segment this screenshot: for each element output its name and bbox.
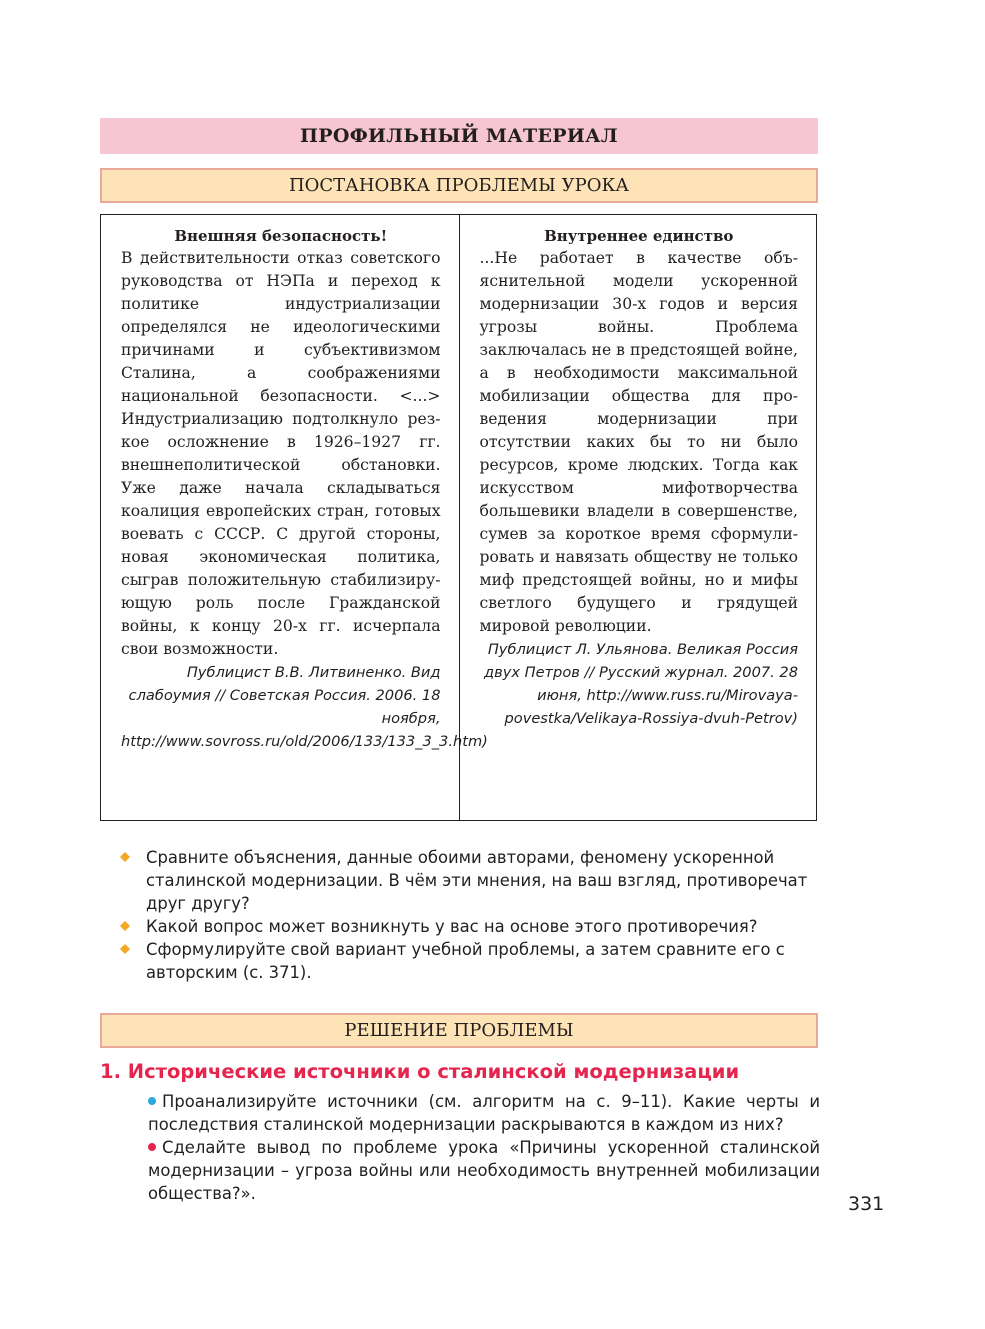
orange-diamond-bullet-icon — [120, 944, 130, 954]
source-left — [101, 215, 488, 820]
source-left-text: В действительности отказ советского руководства от НЭПа и переход к политике индустриализации определялся не идеологическими причинами и субъективизмом Сталина, а соображениями национальной безопасности. <...> Индустриализацию подтолкнуло резкое осложнение в 1926–1927 гг. внешнеполитической обстановки. Уже даже начала складываться коалиция европейских стран, готовых воевать с СССР. С другой стороны, новая экономическая политика, сыграв положительную стабилизирующую роль после Гражданской войны, к концу 20-х гг. исчерпала свои возможности. — [121, 249, 441, 658]
sources-table — [100, 214, 817, 821]
source-left-citation: Публицист В.В. Литвиненко. Вид слабоумия // Советская Россия. 2006. 18 ноября, http://www.sovross.ru/old/2006/133/133_3_3.htm) — [121, 664, 488, 750]
source-right — [459, 215, 817, 820]
red-dot-bullet-icon — [148, 1143, 156, 1151]
page-number: 331 — [848, 1193, 885, 1215]
source-right-citation: Публицист Л. Ульянова. Великая Россия двух Петров // Русский журнал. 2007. 28 июня, http://www.russ.ru/Mirovaya-povestka/Velikaya-Rossiya-dvuh-Petrov) — [484, 641, 798, 727]
task-item — [118, 846, 818, 915]
analysis-item — [148, 1090, 820, 1136]
task-list — [118, 846, 818, 984]
task-text: Сравните объяснения, данные обоими авторами, феномену ускоренной сталинской модернизации. В чём эти мнения, на ваш взгляд, противоречат друг другу? — [146, 848, 808, 913]
task-item — [118, 915, 818, 938]
analysis-text: Проанализируйте источники (см. алгоритм на с. 9–11). Какие черты и последствия сталинской модернизации раскрываются в каждом из них? — [148, 1092, 820, 1134]
source-right-text: ...Не работает в качестве объяснительной модели ускоренной модернизации 30-х годов и версия угрозы войны. Проблема заключалась не в предстоящей войне, а в необходимости максимальной мобилизации общества для проведения модернизации при отсутствии каких бы то ни было ресурсов, кроме людских. Тогда как искусством мифотворчества большевики владели в совершенстве, сумев за короткое время сформулировать и навязать обществу не только миф предстоящей войны, но и мифы светлого будущего и грядущей мировой революции. — [479, 249, 798, 635]
task-text: Сформулируйте свой вариант учебной проблемы, а затем сравните его с авторским (с. 371). — [146, 940, 785, 982]
source-right-title: Внутреннее единство — [544, 227, 734, 245]
orange-diamond-bullet-icon — [120, 852, 130, 862]
blue-dot-bullet-icon — [148, 1097, 156, 1105]
profile-material-banner: ПРОФИЛЬНЫЙ МАТЕРИАЛ — [100, 118, 818, 154]
section-heading: 1. Исторические источники о сталинской модернизации — [100, 1060, 740, 1083]
problem-setting-banner: ПОСТАНОВКА ПРОБЛЕМЫ УРОКА — [100, 168, 818, 203]
analysis-text: Сделайте вывод по проблеме урока «Причины ускоренной сталинской модернизации – угроза войны или необходимость внутренней мобилизации общества?». — [148, 1138, 820, 1203]
analysis-item — [148, 1136, 820, 1205]
task-item — [118, 938, 818, 984]
task-text: Какой вопрос может возникнуть у вас на основе этого противоречия? — [146, 917, 758, 936]
analysis-tasks — [148, 1090, 820, 1205]
orange-diamond-bullet-icon — [120, 921, 130, 931]
problem-solution-banner: РЕШЕНИЕ ПРОБЛЕМЫ — [100, 1013, 818, 1048]
source-left-title: Внешняя безопасность! — [174, 227, 388, 245]
